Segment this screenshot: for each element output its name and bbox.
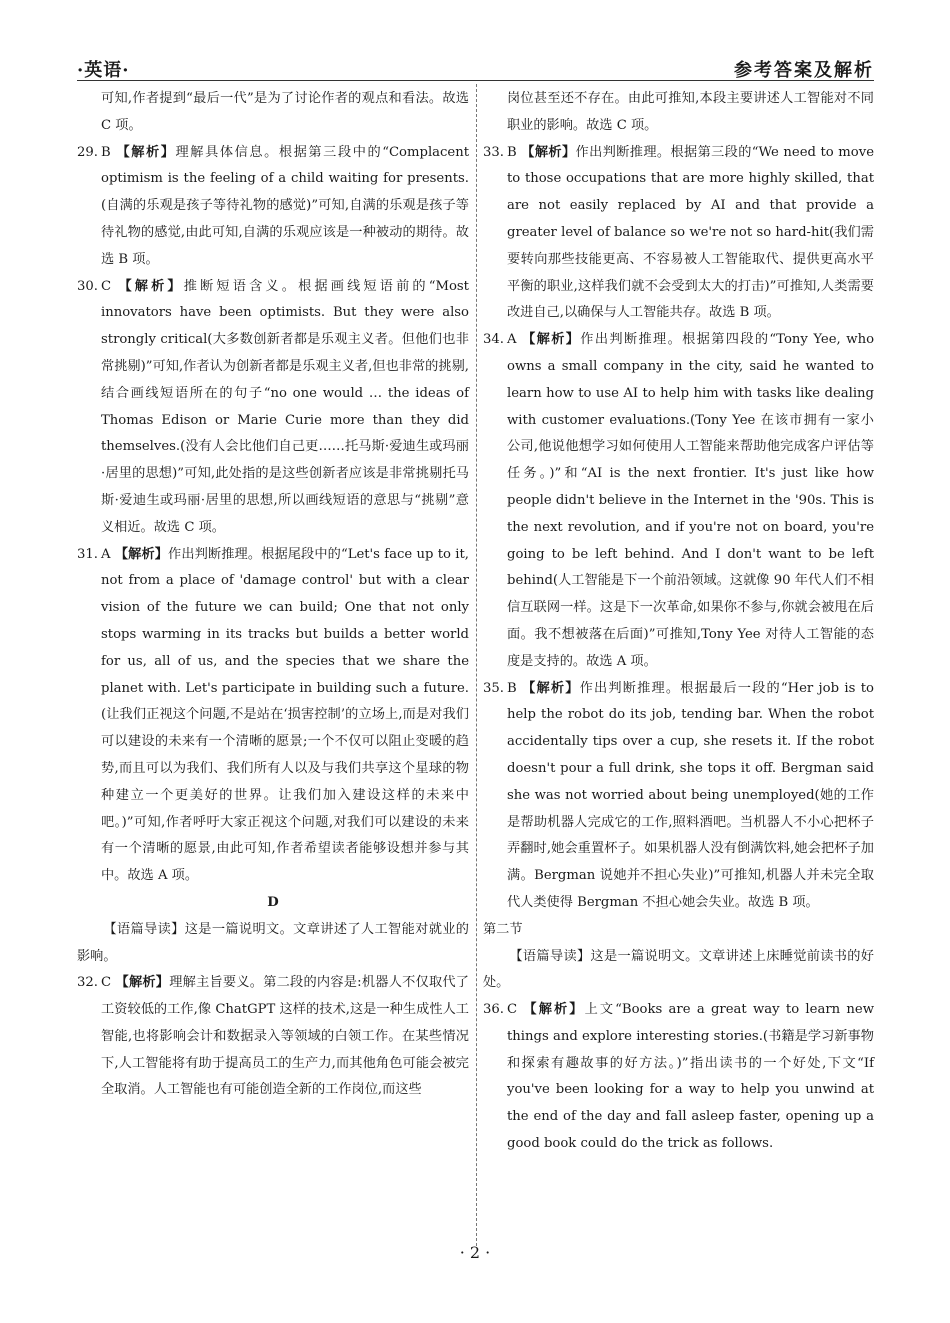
- header-title: 参考答案及解析: [734, 60, 874, 81]
- answer-item-30: [77, 274, 469, 542]
- analysis-tag: 【解析】: [116, 144, 176, 160]
- analysis-text: 作出判断推理。根据最后一段的“Her job is to help the robot do its job, tending bar. When the robot accidentally tips over a cup, she resets it. If the robot doesn't pour a full drink, she tops it off. Bergman said she was not worried about being unemployed(她的工作是帮助机器人完成它的工作,照料酒吧。当机器人不小心把杯子弄翻时,她会重置杯子。如果机器人没有倒满饮料,她会把杯子加满。Bergman 说她并不担心失业)”可推知,机器人并未完全取代人类使得 Bergman 不担心她会失业。故选 B 项。: [507, 680, 875, 910]
- q32-continuation: 岗位甚至还不存在。由此可推知,本段主要讲述人工智能对不同职业的影响。故选 C 项。: [507, 91, 874, 133]
- passage-guide-d: 【语篇导读】这是一篇说明文。文章讲述了人工智能对就业的影响。: [77, 921, 469, 964]
- answer-letter: B: [507, 144, 517, 160]
- answer-item-33: [483, 140, 874, 328]
- analysis-tag: 【解析】: [118, 278, 184, 294]
- analysis-text: 作出判断推理。根据尾段中的“Let's face up to it, not from a place of 'damage control' but with a clear vision of the future we can build; One that not only stops warming in its tracks but builds a better world for us, all of us, and the species that we share the planet with. Let's participate in building such a future.(让我们正视这个问题,不是站在‘损害控制’的立场上,而是对我们可以建设的未来有一个清晰的愿景;一个不仅可以阻止变暖的趋势,而且可以为我们、我们所有人以及与我们共享这个星球的物种建立一个更美好的世界。让我们加入建设这样的未来中吧。)”可知,作者呼吁大家正视这个问题,对我们可以建设的未来有一个清晰的愿景,由此可知,作者希望读者能够设想并参与其中。故选 A 项。: [101, 546, 469, 884]
- item-number: 31.: [77, 546, 98, 562]
- passage-guide-2: 【语篇导读】这是一篇说明文。文章讲述上床睡觉前读书的好处。: [483, 948, 874, 991]
- left-column: [77, 86, 469, 1104]
- page-number: · 2 ·: [459, 1243, 491, 1262]
- section-d-title: D: [267, 894, 279, 910]
- answer-letter: A: [507, 332, 517, 348]
- analysis-text: 作出判断推理。根据第三段的“We need to move to those occupations that are more highly skilled, that are not easily replaced by AI and that provide a greater level of balance so we're not so hard-hit(我们需要转向那些技能更高、不容易被人工智能取代、提供更高水平平衡的职业,这样我们就不会受到太大的打击)”可推知,人类需要改进自己,以确保与人工智能共存。故选 B 项。: [507, 144, 875, 321]
- item-number: 32.: [77, 975, 98, 991]
- column-divider: [476, 84, 477, 1246]
- analysis-tag: 【解析】: [522, 332, 581, 348]
- right-column: [483, 86, 874, 1158]
- item-number: 36.: [483, 1002, 504, 1018]
- analysis-tag: 【解析】: [114, 546, 169, 562]
- analysis-tag: 【解析】: [522, 680, 580, 696]
- answer-item-35: [483, 676, 874, 917]
- header-rule: [77, 80, 874, 81]
- subject-label: ·英语·: [77, 60, 130, 81]
- analysis-tag: 【解析】: [115, 975, 170, 991]
- analysis-tag: 【解析】: [523, 1002, 585, 1018]
- answer-letter: C: [101, 278, 112, 294]
- answer-item-36: [483, 997, 874, 1158]
- item-number: 35.: [483, 680, 504, 696]
- answer-letter: C: [507, 1002, 518, 1018]
- q28-continuation: 可知,作者提到“最后一代”是为了讨论作者的观点和看法。故选 C 项。: [101, 91, 469, 133]
- item-number: 33.: [483, 144, 504, 160]
- item-number: 29.: [77, 144, 98, 160]
- analysis-text: 推断短语含义。根据画线短语前的“Most innovators have been optimists. But they were also strongly critical(大多数创新者都是乐观主义者。但他们也非常挑剔)”可知,作者认为创新者都是乐观主义者,但也非常的挑剔,结合画线短语所在的句子“no one would … the ideas of Thomas Edison or Marie Curie more than they did themselves.(没有人会比他们自己更……托马斯·爱迪生或玛丽·居里的思想)”可知,此处指的是这些创新者应该是非常挑剔托马斯·爱迪生或玛丽·居里的思想,所以画线短语的意思与“挑剔”意义相近。故选 C 项。: [101, 278, 469, 535]
- answer-letter: C: [101, 975, 112, 991]
- analysis-text: 理解具体信息。根据第三段中的“Complacent optimism is the feeling of a child waiting for presents.(自满的乐观是孩子等待礼物的感觉)”可知,自满的乐观是孩子等待礼物的感觉,由此可知,自满的乐观应该是一种被动的期待。故选 B 项。: [101, 144, 470, 267]
- analysis-text: 上文“Books are a great way to learn new things and explore interesting stories.(书籍是学习新事物和探索有趣故事的好方法。)”指出读书的一个好处,下文“If you've been looking for a way to help you unwind at the end of the day and fall asleep faster, opening up a good book could do the trick as follows.: [507, 1002, 874, 1152]
- answer-letter: B: [101, 144, 111, 160]
- answer-item-31: [77, 542, 469, 890]
- answer-item-32: [77, 970, 469, 1104]
- section-2-heading: 第二节: [483, 921, 523, 937]
- answer-item-29: [77, 140, 469, 274]
- answer-letter: B: [507, 680, 517, 696]
- answer-letter: A: [101, 546, 111, 562]
- analysis-text: 理解主旨要义。第二段的内容是:机器人不仅取代了工资较低的工作,像 ChatGPT 这样的技术,这是一种生成性人工智能,也将影响会计和数据录入等领域的白领工作。在某些情况下,人工智能将有助于提高员工的生产力,而其他角色可能会被完全取消。人工智能也有可能创造全新的工作岗位,而这些: [101, 975, 469, 1098]
- page-header: [77, 50, 874, 84]
- answer-item-34: [483, 327, 874, 675]
- analysis-text: 作出判断推理。根据第四段的“Tony Yee, who owns a small company in the city, said he wanted to learn how to use AI to help him with tasks like dealing with customer evaluations.(Tony Yee 在该市拥有一家小公司,他说他想学习如何使用人工智能来帮助他完成客户评估等任务。)”和“AI is the next frontier. It's just like how people didn't believe in the Internet in the '90s. This is the next revolution, and if you're not on board, you're going to be left behind. And I don't want to be left behind(人工智能是下一个前沿领域。这就像 90 年代人们不相信互联网一样。这是下一次革命,如果你不参与,你就会被甩在后面。我不想被落在后面)”可推知,Tony Yee 对待人工智能的态度是支持的。故选 A 项。: [507, 332, 875, 669]
- item-number: 30.: [77, 278, 98, 294]
- item-number: 34.: [483, 332, 504, 348]
- analysis-tag: 【解析】: [521, 144, 576, 160]
